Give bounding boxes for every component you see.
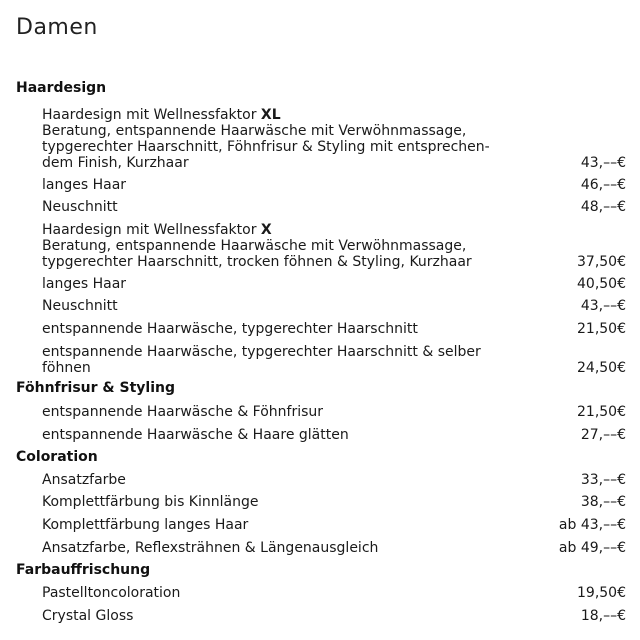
page-title: Damen [16,15,98,40]
item-label: Pastelltoncoloration [42,585,181,601]
item-price: 21,50€ [577,404,626,420]
price-item [42,276,626,292]
price-item [42,344,626,376]
section-title-farbauffrischung: Farbauffrischung [16,562,151,578]
item-label: entspannende Haarwäsche & Föhnfrisur [42,404,324,420]
item-price: ab 49,––€ [558,540,626,556]
item-heading: Haardesign mit Wellnessfaktor X [42,222,272,238]
item-label: langes Haar [42,276,127,292]
price-item [42,608,626,624]
item-description-line: entspannende Haarwäsche, typgerechter Haarschnitt & selber [42,344,481,360]
item-label: Crystal Gloss [42,608,134,624]
price-item [42,427,626,443]
item-description-line: dem Finish, Kurzhaar [42,155,189,171]
price-item [42,177,626,193]
item-label: entspannende Haarwäsche, typgerechter Haarschnitt [42,321,418,337]
item-label: Komplettfärbung bis Kinnlänge [42,494,259,510]
item-price: 43,––€ [580,155,626,171]
item-label: Neuschnitt [42,298,118,314]
item-price: 38,––€ [580,494,626,510]
item-label: Komplettfärbung langes Haar [42,517,249,533]
item-description-line: typgerechter Haarschnitt, Föhnfrisur & Styling mit entsprechen- [42,139,490,155]
item-label: Neuschnitt [42,199,118,215]
item-label: entspannende Haarwäsche & Haare glätten [42,427,349,443]
item-price: 24,50€ [577,360,626,376]
item-price: 27,––€ [580,427,626,443]
item-price: 19,50€ [577,585,626,601]
item-price: 48,––€ [580,199,626,215]
price-item [42,298,626,314]
price-item [42,472,626,488]
price-item [42,199,626,215]
price-item [42,494,626,510]
section-title-foehnfrisur: Föhnfrisur & Styling [16,380,175,396]
price-item [42,517,626,533]
item-label: Ansatzfarbe [42,472,126,488]
price-item [42,404,626,420]
price-item [42,222,626,270]
section-title-haardesign: Haardesign [16,80,107,96]
section-title-coloration: Coloration [16,449,98,465]
item-price: 37,50€ [577,254,626,270]
item-price: 33,––€ [580,472,626,488]
price-item [42,107,626,171]
item-description-line: Beratung, entspannende Haarwäsche mit Verwöhnmassage, [42,238,467,254]
price-item [42,540,626,556]
item-label: langes Haar [42,177,127,193]
item-price: 40,50€ [577,276,626,292]
item-description-line: föhnen [42,360,91,376]
item-label: Ansatzfarbe, Reflexsträhnen & Längenausgleich [42,540,379,556]
price-item [42,585,626,601]
item-price: 18,––€ [580,608,626,624]
price-item [42,321,626,337]
item-heading: Haardesign mit Wellnessfaktor XL [42,107,281,123]
item-price: ab 43,––€ [558,517,626,533]
item-price: 21,50€ [577,321,626,337]
item-description-line: Beratung, entspannende Haarwäsche mit Verwöhnmassage, [42,123,467,139]
item-description-line: typgerechter Haarschnitt, trocken föhnen & Styling, Kurzhaar [42,254,472,270]
item-price: 43,––€ [580,298,626,314]
item-price: 46,––€ [580,177,626,193]
